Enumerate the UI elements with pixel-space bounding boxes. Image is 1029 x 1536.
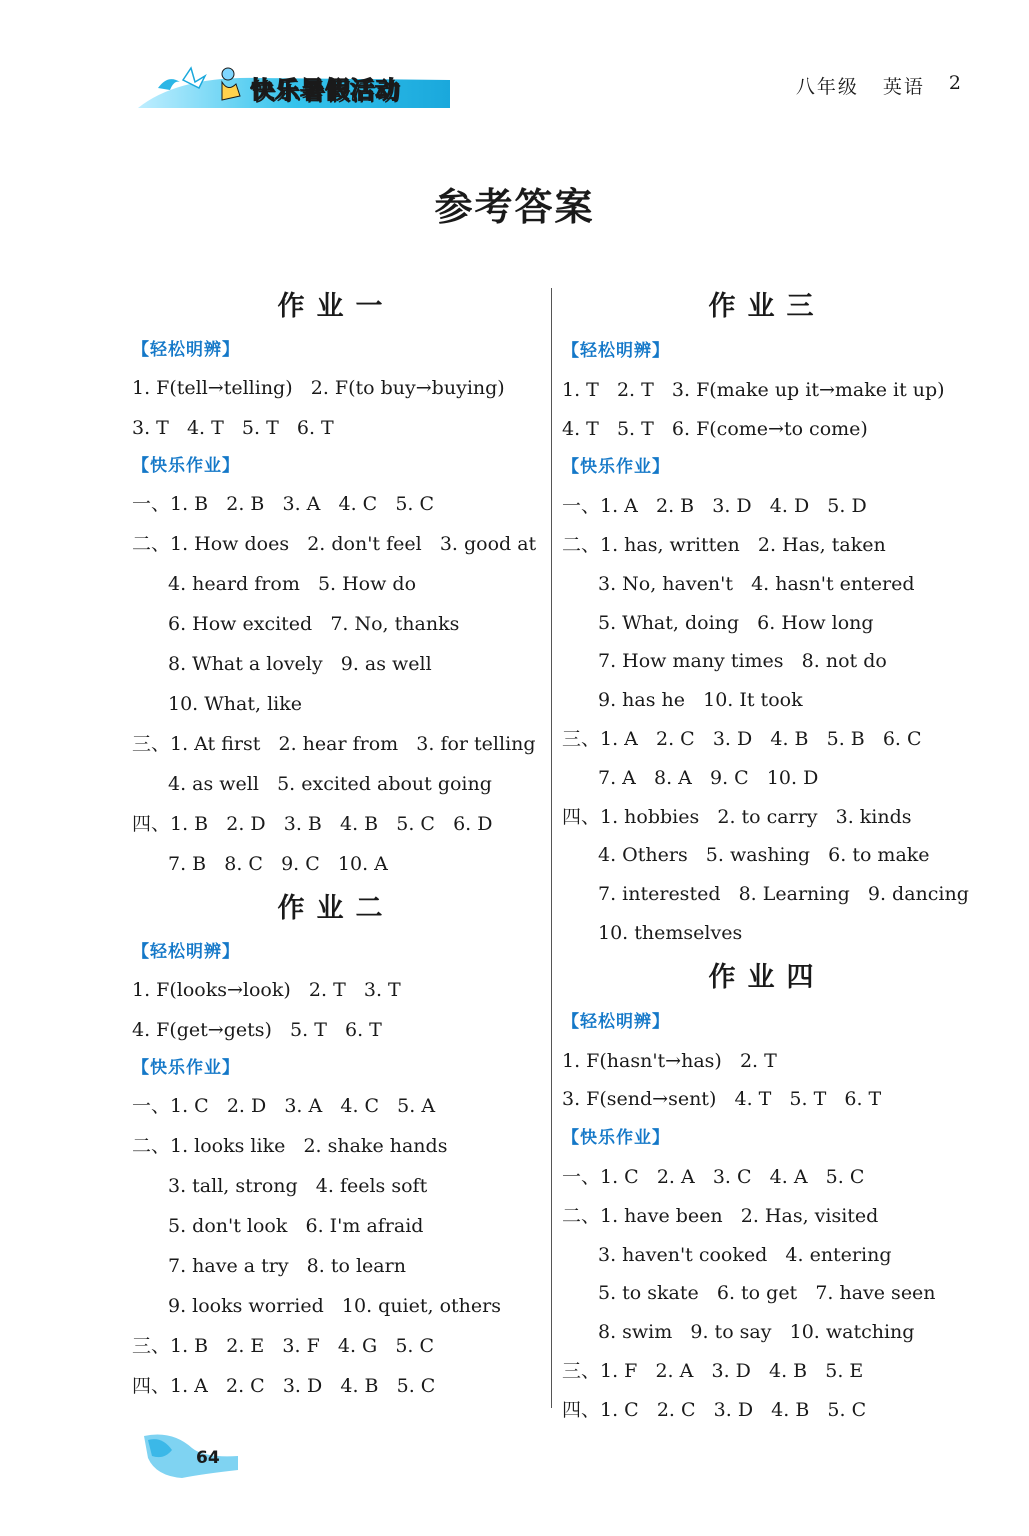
answer-line: 二、1. How does 2. don't feel 3. good at	[132, 533, 537, 555]
answer-line: 8. swim 9. to say 10. watching	[598, 1321, 915, 1344]
answer-line: 5. What, doing 6. How long	[598, 611, 874, 634]
answer-line: 10. themselves	[598, 921, 743, 944]
answer-line: 7. B 8. C 9. C 10. A	[168, 853, 388, 875]
section-tag: 【轻松明辨】	[132, 340, 240, 360]
header-meta	[796, 72, 963, 99]
answer-line: 1. F(hasn't→has) 2. T	[562, 1049, 777, 1072]
answer-line: 7. interested 8. Learning 9. dancing	[598, 883, 969, 906]
answer-line: 4. T 5. T 6. F(come→to come)	[562, 417, 868, 440]
answer-line: 3. F(send→sent) 4. T 5. T 6. T	[562, 1088, 882, 1111]
answer-line: 6. How excited 7. No, thanks	[168, 613, 460, 635]
answer-line: 二、1. has, written 2. Has, taken	[562, 533, 886, 556]
answer-line: 7. have a try 8. to learn	[168, 1255, 406, 1277]
section-tag: 【轻松明辨】	[562, 1011, 670, 1032]
homework-title: 作业三	[708, 291, 826, 322]
answer-line: 4. F(get→gets) 5. T 6. T	[132, 1019, 382, 1041]
answer-line: 4. as well 5. excited about going	[168, 773, 492, 795]
answer-line: 5. don't look 6. I'm afraid	[168, 1215, 424, 1237]
right-answer-column	[562, 282, 972, 1430]
answer-line: 四、1. A 2. C 3. D 4. B 5. C	[132, 1375, 436, 1397]
answer-line: 1. T 2. T 3. F(make up it→make it up)	[562, 378, 945, 401]
answer-line: 3. haven't cooked 4. entering	[598, 1243, 892, 1266]
answer-line: 10. What, like	[168, 693, 302, 715]
subject-label: 英语	[882, 76, 925, 98]
grade-label: 八年级	[795, 76, 859, 98]
section-tag: 【快乐作业】	[132, 1058, 240, 1078]
answer-line: 一、1. C 2. A 3. C 4. A 5. C	[562, 1165, 865, 1188]
answer-line: 三、1. At first 2. hear from 3. for telling	[132, 733, 536, 755]
answer-line: 7. A 8. A 9. C 10. D	[598, 766, 819, 789]
answer-line: 3. No, haven't 4. hasn't entered	[598, 572, 915, 595]
answer-line: 7. How many times 8. not do	[598, 650, 887, 673]
answer-line: 三、1. B 2. E 3. F 4. G 5. C	[132, 1335, 435, 1357]
section-tag: 【轻松明辨】	[132, 942, 240, 962]
answer-line: 二、1. have been 2. Has, visited	[562, 1204, 879, 1227]
answer-line: 4. heard from 5. How do	[168, 573, 417, 595]
page-title: 参考答案	[434, 184, 595, 229]
answer-line: 3. T 4. T 5. T 6. T	[132, 417, 334, 439]
section-tag: 【快乐作业】	[562, 1128, 670, 1149]
section-tag: 【轻松明辨】	[562, 341, 670, 361]
answer-line: 四、1. B 2. D 3. B 4. B 5. C 6. D	[132, 813, 493, 835]
answer-line: 一、1. A 2. B 3. D 4. D 5. D	[562, 495, 867, 518]
answer-line: 二、1. looks like 2. shake hands	[132, 1135, 448, 1157]
homework-title: 作业一	[277, 291, 395, 322]
left-answer-column	[132, 282, 540, 1406]
answer-line: 1. F(tell→telling) 2. F(to buy→buying)	[132, 377, 505, 399]
section-tag: 【快乐作业】	[132, 456, 240, 476]
homework-title: 作业四	[708, 961, 826, 993]
column-divider	[551, 288, 552, 1408]
answer-line: 5. to skate 6. to get 7. have seen	[598, 1282, 936, 1305]
answer-line: 1. F(looks→look) 2. T 3. T	[132, 979, 401, 1001]
page-number: 64	[196, 1448, 220, 1468]
banner-title: 快乐暑假活动	[250, 76, 400, 104]
answer-line: 9. has he 10. It took	[598, 689, 803, 712]
answer-line: 9. looks worried 10. quiet, others	[168, 1295, 501, 1317]
answer-line: 三、1. A 2. C 3. D 4. B 5. B 6. C	[562, 727, 922, 750]
answer-line: 三、1. F 2. A 3. D 4. B 5. E	[562, 1359, 864, 1382]
answer-line: 四、1. C 2. C 3. D 4. B 5. C	[562, 1398, 867, 1421]
volume-label: 2	[948, 72, 963, 94]
answer-line: 3. tall, strong 4. feels soft	[168, 1175, 428, 1197]
answer-line: 四、1. hobbies 2. to carry 3. kinds	[562, 805, 912, 828]
page-badge-icon	[142, 1430, 242, 1480]
section-tag: 【快乐作业】	[562, 457, 670, 478]
answer-line: 4. Others 5. washing 6. to make	[598, 844, 930, 867]
homework-title: 作业二	[277, 893, 395, 924]
answer-line: 8. What a lovely 9. as well	[168, 653, 432, 675]
answer-line: 一、1. C 2. D 3. A 4. C 5. A	[132, 1095, 436, 1117]
answer-line: 一、1. B 2. B 3. A 4. C 5. C	[132, 493, 435, 515]
